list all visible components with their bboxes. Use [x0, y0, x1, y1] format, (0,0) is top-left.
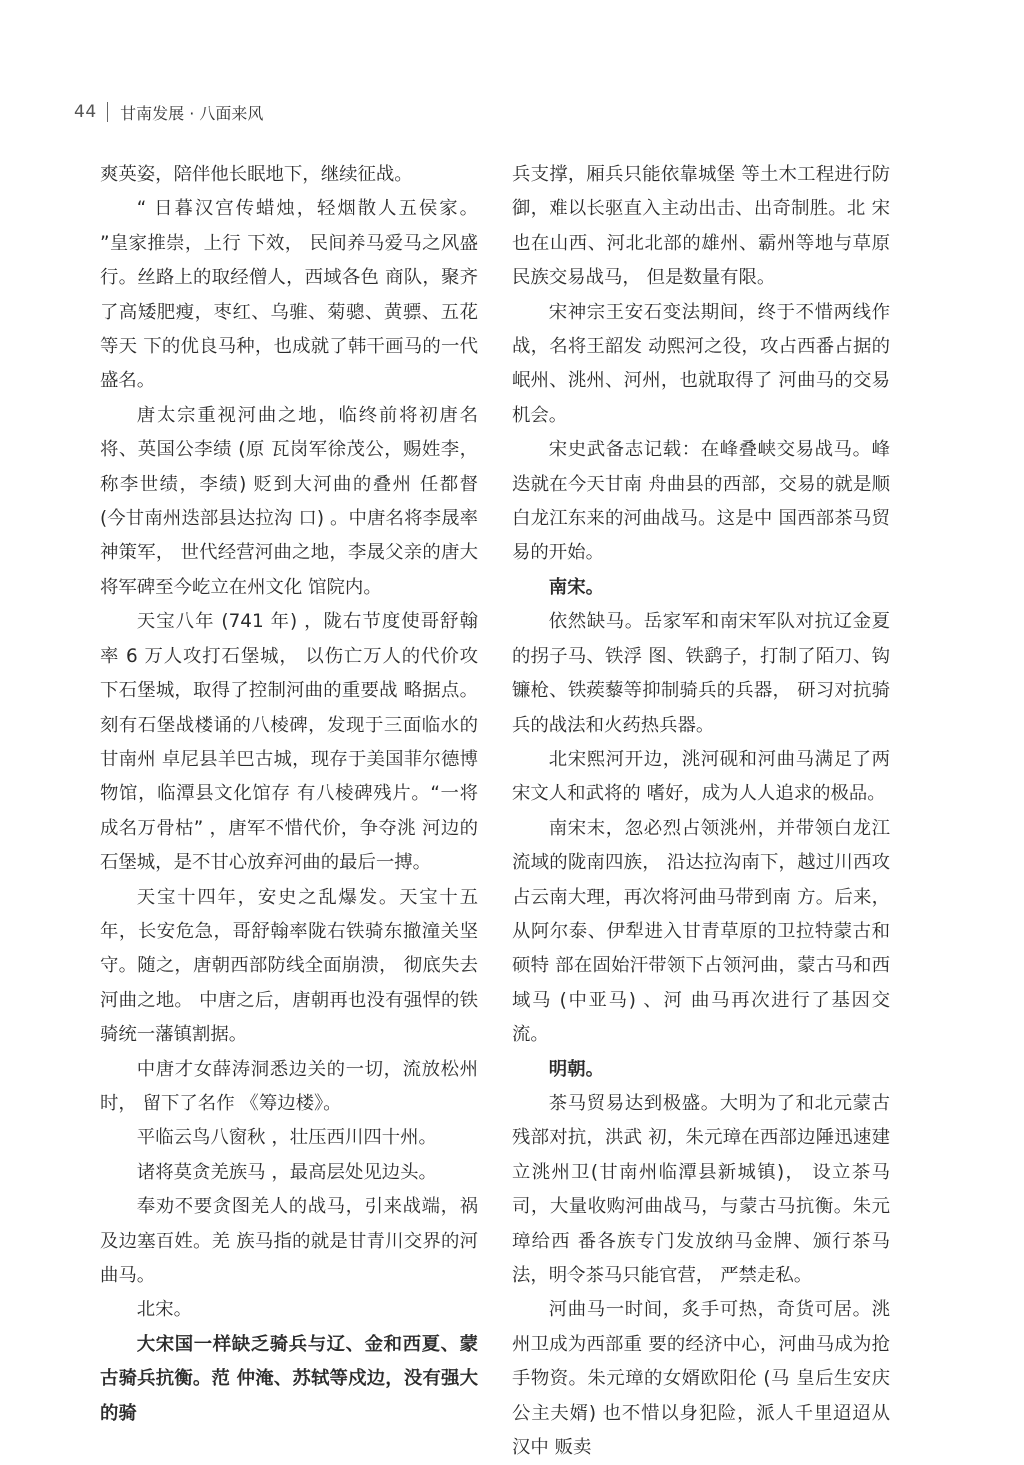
paragraph: 北宋。 [136, 1299, 192, 1321]
page-header [74, 100, 263, 124]
paragraph: 依然缺马。岳家军和南宋军队对抗辽金夏的拐子马、铁浮 图、铁鹞子，打制了陌刀、钩镰枪、铁蒺藜等抑制骑兵的兵器， 研习对抗骑兵的战法和火药热兵器。 [512, 611, 890, 736]
paragraph: 河曲马一时间，炙手可热，奇货可居。洮州卫成为西部重 要的经济中心，河曲马成为抢手物资。朱元璋的女婿欧阳伦 (马 皇后生安庆公主夫婿) 也不惜以身犯险，派人千里迢迢从汉中 贩卖 [512, 1299, 890, 1459]
paragraph: 中唐才女薛涛洞悉边关的一切，流放松州时， 留下了名作 《筹边楼》。 [100, 1058, 478, 1114]
paragraph: 南宋末，忽必烈占领洮州，并带领白龙江流域的陇南四族， 沿达拉沟南下，越过川西攻占云南大理，再次将河曲马带到南 方。后来，从阿尔泰、伊犁进入甘青草原的卫拉特蒙古和硕特 部在固始汗带领下占领河曲，蒙古马和西域马 (中亚马) 、河 曲马再次进行了基因交流。 [512, 817, 890, 1046]
section-heading: 南宋。 [548, 576, 604, 598]
paragraph: 爽英姿，陪伴他长眠地下，继续征战。 [100, 164, 413, 185]
paragraph: “ 日暮汉宫传蜡烛，轻烟散人五侯家。 ”皇家推崇，上行 下效， 民间养马爱马之风盛行。丝路上的取经僧人，西域各色 商队，聚齐了高矮肥瘦，枣红、乌骓、菊骢、黄骠、五花等天 下的优良马种，也成就了韩干画马的一代盛名。 [100, 198, 478, 392]
paragraph: 兵支撑，厢兵只能依靠城堡 等土木工程进行防御，难以长驱直入主动出击、出奇制胜。北 宋也在山西、河北北部的雄州、霸州等地与草原民族交易战马， 但是数量有限。 [512, 164, 890, 289]
paragraph: 北宋熙河开边，洮河砚和河曲马满足了两宋文人和武将的 嗜好，成为人人追求的极品。 [512, 748, 890, 805]
paragraph: 茶马贸易达到极盛。大明为了和北元蒙古残部对抗，洪武 初，朱元璋在西部边陲迅速建立洮州卫(甘南州临潭县新城镇)， 设立茶马司，大量收购河曲战马，与蒙古马抗衡。朱元璋给西 番各族专门发放纳马金牌、颁行茶马法，明令茶马只能官营， 严禁走私。 [512, 1092, 890, 1286]
right-column [512, 158, 890, 1465]
header-divider [107, 102, 109, 122]
section-heading: 大宋国一样缺乏骑兵与辽、金和西夏、蒙古骑兵抗衡。范 仲淹、苏轼等戍边，没有强大的骑 [100, 1333, 478, 1424]
paragraph: 唐太宗重视河曲之地，临终前将初唐名将、英国公李绩 (原 瓦岗军徐茂公，赐姓李，称李世绩，李绩) 贬到大河曲的叠州 任都督 (今甘南州迭部县达拉沟 口) 。中唐名将李晟率神策军， 世代经营河曲之地，李晟父亲的唐大将军碑至今屹立在州文化 馆院内。 [100, 404, 478, 598]
paragraph: 天宝八年 (741 年) ，陇右节度使哥舒翰率 6 万人攻打石堡城， 以伤亡万人的代价攻下石堡城，取得了控制河曲的重要战 略据点。刻有石堡战楼诵的八棱碑，发现于三面临水的甘南州 卓尼县羊巴古城，现存于美国菲尔德博物馆，临潭县文化馆存 有八棱碑残片。“一将成名万骨枯” ，唐军不惜代价，争夺洮 河边的石堡城，是不甘心放弃河曲的最后一搏。 [100, 611, 478, 874]
left-column [100, 158, 478, 1431]
paragraph: 奉劝不要贪图羌人的战马，引来战端，祸及边塞百姓。羌 族马指的就是甘青川交界的河曲马。 [100, 1196, 478, 1286]
paragraph: 天宝十四年，安史之乱爆发。天宝十五年，长安危急，哥舒翰率陇右铁骑东撤潼关坚守。随之，唐朝西部防线全面崩溃， 彻底失去河曲之地。 中唐之后，唐朝再也没有强悍的铁骑统一藩镇割据。 [100, 886, 478, 1046]
paragraph: 宋史武备志记载：在峰叠峡交易战马。峰迭就在今天甘南 舟曲县的西部，交易的就是顺白龙江东来的河曲战马。这是中 国西部茶马贸易的开始。 [512, 439, 890, 564]
poem-line: 诸将莫贪羌族马 ，最高层处见边头。 [136, 1161, 437, 1183]
paragraph: 宋神宗王安石变法期间，终于不惜两线作战，名将王韶发 动熙河之役，攻占西番占据的岷州、洮州、河州，也就取得了 河曲马的交易机会。 [512, 301, 890, 426]
page-number: 44 [74, 102, 97, 122]
section-heading: 明朝。 [548, 1058, 604, 1080]
poem-line: 平临云鸟八窗秋 ，壮压西川四十州。 [136, 1127, 437, 1149]
section-title: 甘南发展 · 八面来风 [120, 103, 264, 123]
